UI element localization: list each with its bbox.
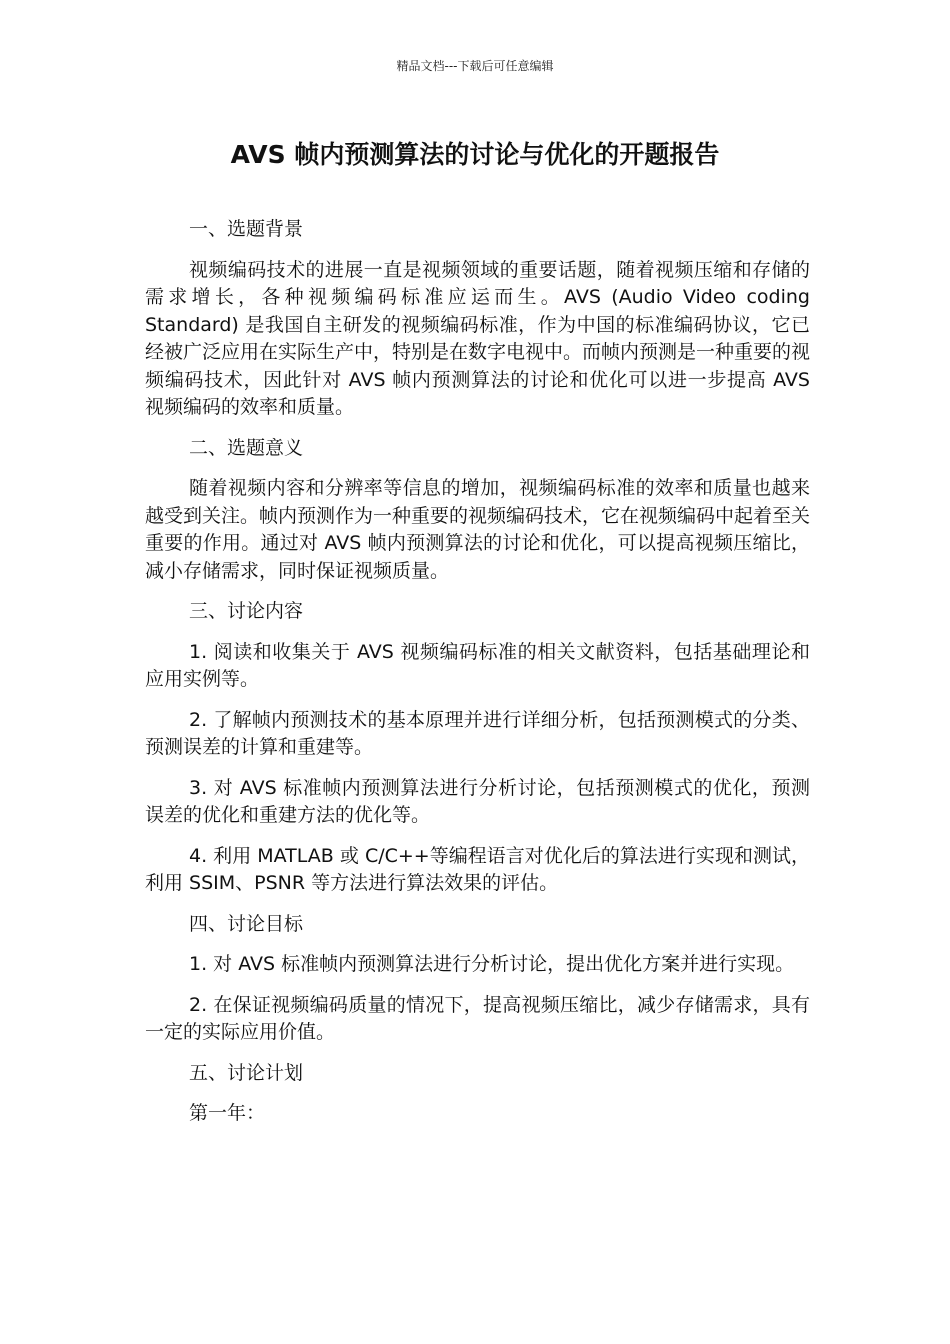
goal-item: 2. 在保证视频编码质量的情况下，提高视频压缩比，减少存储需求，具有一定的实际应用价值。 (145, 993, 810, 1043)
section-heading-significance: 二、选题意义 (189, 436, 304, 459)
document-title: AVS 帧内预测算法的讨论与优化的开题报告 (230, 140, 720, 169)
content-item: 1. 阅读和收集关于 AVS 视频编码标准的相关文献资料，包括基础理论和应用实例等。 (145, 640, 810, 690)
content-item: 2. 了解帧内预测技术的基本原理并进行详细分析，包括预测模式的分类、预测误差的计算和重建等。 (145, 708, 810, 758)
header-note: 精品文档---下载后可任意编辑 (396, 59, 554, 73)
content-item: 4. 利用 MATLAB 或 C/C++等编程语言对优化后的算法进行实现和测试，利用 SSIM、PSNR 等方法进行算法效果的评估。 (145, 844, 810, 894)
significance-paragraph: 随着视频内容和分辨率等信息的增加，视频编码标准的效率和质量也越来越受到关注。帧内预测作为一种重要的视频编码技术，它在视频编码中起着至关重要的作用。通过对 AVS 帧内预测算法的讨论和优化，可以提高视频压缩比，减小存储需求，同时保证视频质量。 (145, 477, 811, 582)
plan-year-label: 第一年： (189, 1102, 266, 1124)
content-item: 3. 对 AVS 标准帧内预测算法进行分析讨论，包括预测模式的优化，预测误差的优化和重建方法的优化等。 (145, 776, 810, 826)
section-heading-goals: 四、讨论目标 (189, 912, 304, 935)
section-heading-plan: 五、讨论计划 (189, 1061, 304, 1084)
section-heading-content: 三、讨论内容 (189, 600, 304, 622)
goal-item: 1. 对 AVS 标准帧内预测算法进行分析讨论，提出优化方案并进行实现。 (189, 953, 795, 975)
section-heading-background: 一、选题背景 (189, 218, 304, 240)
background-paragraph: 视频编码技术的进展一直是视频领域的重要话题，随着视频压缩和存储的需求增长，各种视频编码标准应运而生。AVS (Audio Video coding Standard) 是我国自主研发的视频编码标准，作为中国的标准编码协议，它已经被广泛应用在实际生产中，特别是在数字电视中。而帧内预测是一种重要的视频编码技术，因此针对 AVS 帧内预测算法的讨论和优化可以进一步提高 AVS 视频编码的效率和质量。 (145, 258, 811, 418)
document-body (145, 216, 810, 1141)
